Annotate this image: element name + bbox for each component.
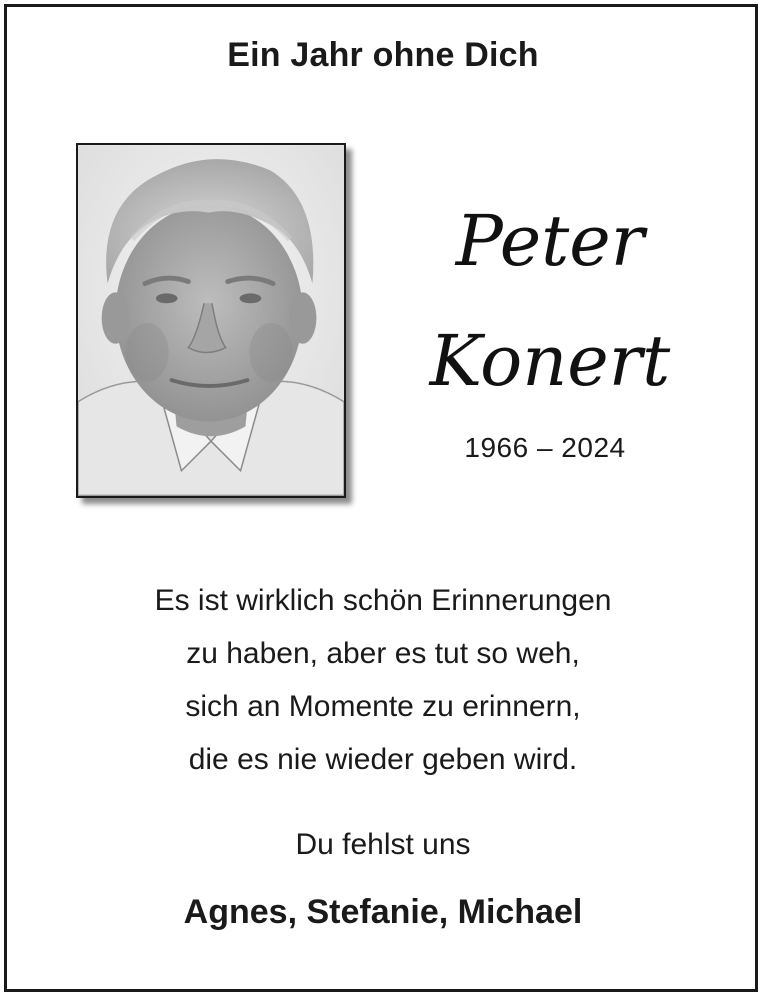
heading: Ein Jahr ohne Dich <box>227 36 539 74</box>
signers: Agnes, Stefanie, Michael <box>183 893 583 931</box>
poem <box>0 574 766 786</box>
portrait-photo <box>76 143 346 498</box>
first-name: Peter <box>455 200 645 282</box>
portrait-image <box>78 145 344 496</box>
poem-line: Es ist wirklich schön Erinnerungen <box>154 584 612 617</box>
poem-line: die es nie wieder geben wird. <box>188 743 578 776</box>
life-dates: 1966 – 2024 <box>464 432 626 463</box>
poem-line: sich an Momente zu erinnern, <box>185 690 581 723</box>
poem-line: zu haben, aber es tut so weh, <box>186 637 580 670</box>
last-name: Konert <box>429 320 671 402</box>
closing-line: Du fehlst uns <box>295 828 471 861</box>
